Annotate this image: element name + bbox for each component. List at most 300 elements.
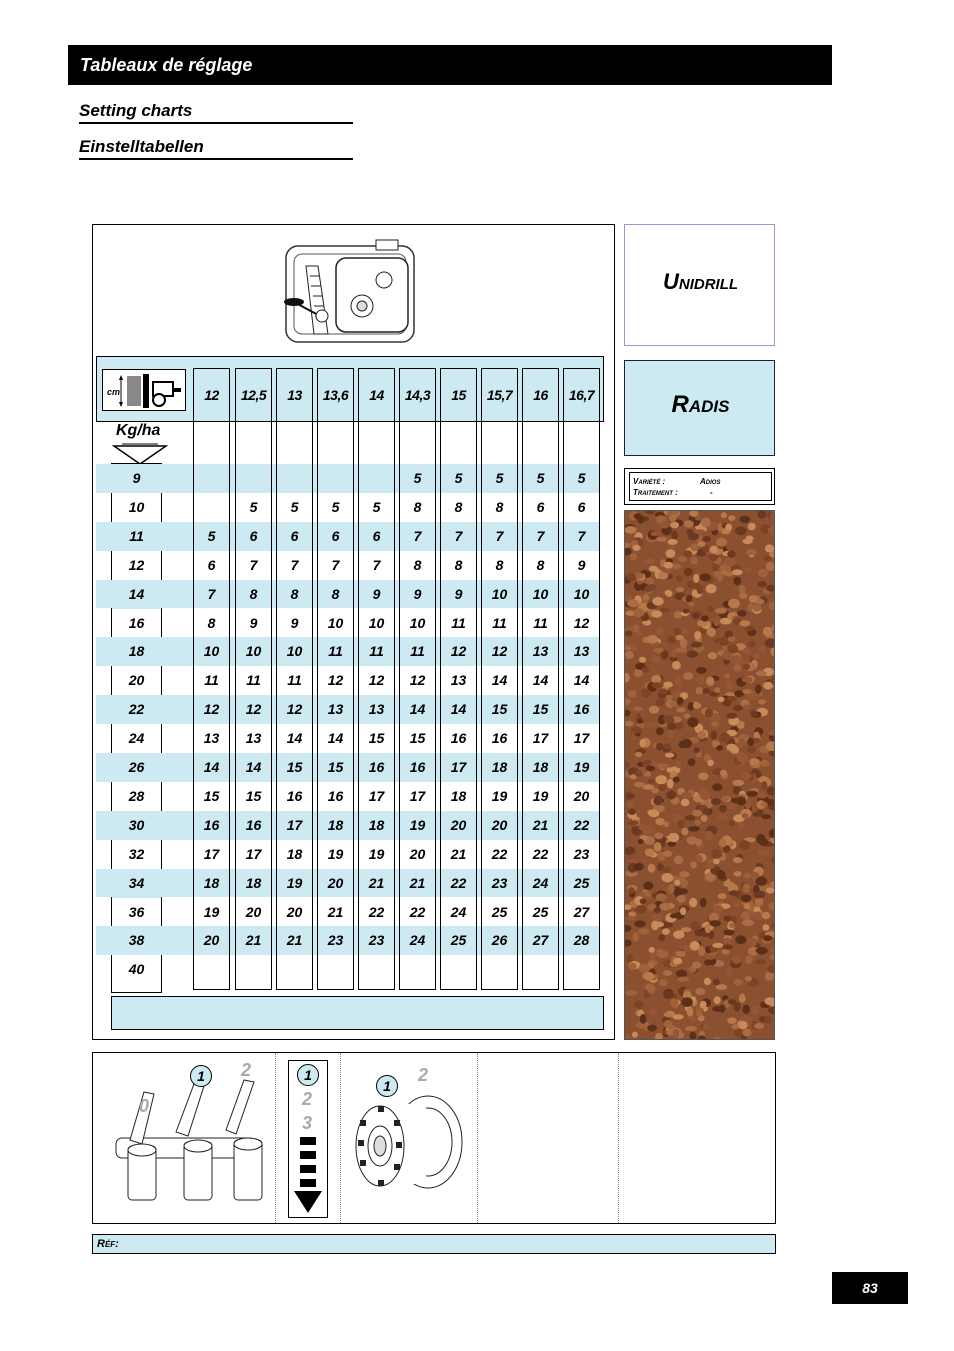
table-cell bbox=[193, 955, 230, 984]
table-cell: 16 bbox=[491, 730, 508, 747]
table-cell: 20 bbox=[409, 845, 426, 862]
seed bbox=[625, 925, 632, 932]
seed bbox=[718, 697, 725, 702]
rate-label: 18 bbox=[112, 637, 161, 666]
seed bbox=[758, 581, 767, 587]
seed bbox=[742, 919, 754, 926]
seed bbox=[691, 642, 702, 648]
seed bbox=[647, 809, 658, 815]
rate-label: 12 bbox=[128, 556, 145, 573]
seed bbox=[647, 635, 658, 644]
table-cell: 12 bbox=[450, 643, 467, 660]
crop-box bbox=[624, 360, 775, 456]
table-cell: 22 bbox=[450, 874, 467, 891]
seed bbox=[688, 602, 695, 607]
seed bbox=[625, 698, 631, 705]
seed bbox=[742, 772, 751, 779]
scale-number-1: 1 bbox=[297, 1064, 319, 1086]
machine-box bbox=[624, 224, 775, 346]
seed bbox=[692, 962, 701, 969]
table-cell: 11 bbox=[451, 614, 466, 631]
seed bbox=[634, 513, 642, 519]
table-cell: 11 bbox=[204, 672, 219, 689]
seed bbox=[651, 921, 658, 930]
seed bbox=[627, 801, 634, 809]
seed bbox=[729, 890, 740, 896]
seed bbox=[626, 573, 636, 581]
crop-name: Radis bbox=[671, 391, 730, 418]
table-cell bbox=[481, 955, 518, 984]
seed bbox=[676, 575, 682, 581]
seed bbox=[670, 650, 677, 658]
table-cell: 6 bbox=[290, 527, 299, 544]
seed bbox=[752, 769, 759, 774]
table-cell: 18 bbox=[491, 759, 508, 775]
variety-value: Adios bbox=[700, 477, 721, 486]
seed bbox=[651, 531, 659, 536]
table-cell: 25 bbox=[450, 932, 467, 949]
seed bbox=[652, 610, 663, 618]
seed bbox=[717, 870, 725, 879]
table-cell: 15 bbox=[203, 787, 220, 804]
seed bbox=[747, 738, 754, 746]
seed bbox=[747, 937, 757, 947]
table-cell: 18 bbox=[532, 759, 549, 775]
rate-label: 40 bbox=[128, 961, 145, 978]
seed bbox=[625, 673, 630, 682]
rate-label: 14 bbox=[112, 580, 161, 609]
table-cell: 16 bbox=[245, 816, 262, 833]
seed bbox=[725, 680, 733, 690]
seed bbox=[714, 996, 721, 1004]
table-cell: 16 bbox=[203, 816, 220, 833]
seed bbox=[667, 636, 676, 644]
seed bbox=[625, 990, 637, 996]
seed bbox=[769, 601, 775, 610]
seed bbox=[738, 738, 745, 747]
table-cell: 10 bbox=[532, 585, 549, 602]
table-cell bbox=[317, 955, 354, 984]
seed bbox=[640, 1014, 647, 1024]
metering-unit-illustration bbox=[280, 236, 430, 350]
seed bbox=[656, 728, 664, 736]
column-header-label: 14 bbox=[369, 387, 384, 403]
seed bbox=[687, 651, 698, 658]
table-cell: 8 bbox=[413, 556, 422, 573]
table-cell: 19 bbox=[203, 903, 220, 920]
seed bbox=[733, 664, 741, 672]
variety-box bbox=[629, 472, 772, 501]
seed bbox=[685, 1026, 697, 1031]
machine-name: Unidrill bbox=[662, 269, 739, 294]
seed bbox=[638, 824, 649, 831]
seed bbox=[640, 739, 646, 748]
seed bbox=[737, 721, 745, 729]
seed bbox=[628, 809, 636, 815]
seed bbox=[652, 682, 663, 688]
column-header-label: 14,3 bbox=[404, 387, 431, 403]
column-header bbox=[563, 368, 600, 422]
seed bbox=[693, 574, 699, 583]
column-header bbox=[276, 368, 313, 422]
seed bbox=[687, 717, 698, 727]
table-cell: 11 bbox=[328, 643, 343, 660]
seed bbox=[748, 641, 756, 647]
seed bbox=[649, 1008, 658, 1015]
seed bbox=[770, 923, 775, 929]
seed bbox=[660, 608, 670, 613]
cm-unit-label: cm bbox=[107, 387, 121, 397]
table-cell bbox=[235, 955, 272, 984]
table-cell: 21 bbox=[450, 845, 467, 862]
seed bbox=[708, 652, 718, 659]
seed bbox=[664, 562, 673, 569]
seed bbox=[715, 608, 727, 614]
table-cell: 12 bbox=[203, 701, 220, 718]
seed bbox=[763, 924, 770, 931]
seed bbox=[726, 967, 732, 976]
seed bbox=[649, 952, 657, 961]
seed bbox=[637, 719, 643, 724]
seed bbox=[752, 652, 760, 660]
seed bbox=[704, 978, 711, 985]
table-cell: 23 bbox=[368, 932, 385, 949]
table-cell: 11 bbox=[369, 643, 384, 660]
seed bbox=[745, 976, 752, 981]
table-cell: 18 bbox=[327, 816, 344, 833]
table-cell bbox=[317, 464, 354, 493]
seed bbox=[676, 647, 688, 653]
table-cell: 25 bbox=[573, 874, 590, 891]
seed bbox=[734, 690, 744, 697]
table-cell: 13 bbox=[532, 643, 549, 660]
table-cell: 16 bbox=[450, 730, 467, 747]
seed bbox=[711, 721, 719, 727]
seed bbox=[683, 609, 690, 614]
table-cell: 23 bbox=[573, 845, 590, 862]
seed bbox=[768, 902, 775, 910]
seed bbox=[721, 796, 730, 801]
seed bbox=[625, 721, 634, 727]
seed bbox=[703, 808, 711, 814]
table-cell: 9 bbox=[454, 585, 463, 602]
table-cell: 10 bbox=[573, 585, 590, 602]
seed bbox=[732, 569, 743, 575]
seed bbox=[716, 538, 727, 547]
table-cell: 8 bbox=[207, 614, 216, 631]
seed bbox=[734, 979, 744, 986]
table-cell: 15 bbox=[491, 701, 508, 718]
seed bbox=[648, 864, 656, 873]
seed bbox=[743, 705, 752, 710]
seed bbox=[702, 536, 711, 542]
table-cell: 19 bbox=[286, 874, 303, 891]
column-header-label: 15 bbox=[451, 387, 466, 403]
seed bbox=[658, 784, 666, 791]
gear-number-1: 1 bbox=[376, 1075, 398, 1097]
rate-label: 26 bbox=[112, 753, 161, 782]
seed bbox=[648, 779, 655, 784]
seed bbox=[683, 550, 693, 557]
table-cell: 10 bbox=[409, 614, 426, 631]
seed bbox=[667, 779, 674, 789]
treatment-label: Traitement : bbox=[633, 488, 678, 497]
table-cell: 8 bbox=[495, 498, 504, 515]
table-cell: 13 bbox=[450, 672, 467, 689]
seed-spacing-icon bbox=[103, 370, 185, 410]
table-cell: 13 bbox=[327, 701, 344, 718]
table-cell bbox=[193, 493, 230, 522]
seed bbox=[739, 620, 750, 626]
table-cell: 12 bbox=[245, 701, 262, 718]
table-cell: 15 bbox=[409, 730, 426, 747]
table-cell: 5 bbox=[207, 527, 216, 544]
seed bbox=[754, 1023, 764, 1029]
table-cell: 7 bbox=[290, 556, 299, 573]
seed bbox=[678, 977, 690, 982]
seed bbox=[628, 912, 636, 917]
table-cell bbox=[358, 464, 395, 493]
seed bbox=[660, 522, 670, 529]
seed bbox=[625, 526, 637, 534]
seed bbox=[691, 557, 698, 564]
seed bbox=[645, 558, 655, 565]
table-cell: 12 bbox=[327, 672, 344, 689]
seed bbox=[652, 597, 663, 606]
seed bbox=[752, 812, 761, 817]
table-cell: 8 bbox=[495, 556, 504, 573]
seed bbox=[697, 855, 703, 863]
table-cell: 5 bbox=[331, 498, 340, 515]
gear-divider-2 bbox=[340, 1053, 342, 1223]
seed bbox=[714, 687, 720, 693]
seed bbox=[763, 556, 771, 561]
seed bbox=[658, 763, 669, 769]
column-header bbox=[440, 368, 477, 422]
table-cell: 27 bbox=[573, 903, 590, 920]
seed bbox=[719, 805, 727, 813]
seed bbox=[741, 895, 752, 903]
table-cell: 24 bbox=[450, 903, 467, 920]
seed bbox=[771, 946, 776, 954]
table-cell: 11 bbox=[492, 614, 507, 631]
seed bbox=[693, 703, 701, 709]
table-cell: 17 bbox=[409, 787, 426, 804]
table-cell: 15 bbox=[245, 787, 262, 804]
seed bbox=[731, 798, 739, 803]
scale-box bbox=[288, 1060, 328, 1218]
lever-position-1: 1 bbox=[190, 1065, 212, 1087]
seed bbox=[757, 511, 766, 519]
seed bbox=[732, 780, 744, 786]
seed bbox=[670, 522, 679, 528]
seed bbox=[728, 515, 735, 521]
rate-label: 16 bbox=[128, 614, 145, 631]
table-cell: 11 bbox=[246, 672, 261, 689]
table-cell: 8 bbox=[536, 556, 545, 573]
column-header bbox=[481, 368, 518, 422]
table-cell: 11 bbox=[410, 643, 425, 660]
seed bbox=[752, 1006, 759, 1015]
seed bbox=[674, 611, 682, 619]
table-cell: 7 bbox=[331, 556, 340, 573]
seed bbox=[744, 873, 752, 879]
seed bbox=[706, 859, 713, 869]
seed bbox=[753, 891, 765, 899]
seed bbox=[659, 689, 668, 695]
table-cell: 25 bbox=[491, 903, 508, 920]
gear-divider-1 bbox=[275, 1053, 277, 1223]
seed bbox=[733, 857, 742, 863]
seed bbox=[705, 923, 711, 933]
seed bbox=[705, 708, 713, 717]
treatment-value: - bbox=[710, 488, 713, 497]
table-cell: 21 bbox=[532, 816, 549, 833]
table-cell: 10 bbox=[286, 643, 303, 660]
seed bbox=[755, 684, 762, 693]
scale-bar-3 bbox=[300, 1165, 316, 1173]
seed bbox=[723, 916, 730, 922]
seed bbox=[746, 549, 757, 555]
table-cell: 5 bbox=[290, 498, 299, 515]
table-cell: 24 bbox=[532, 874, 549, 891]
seed bbox=[713, 853, 723, 858]
table-cell: 17 bbox=[368, 787, 385, 804]
table-cell: 17 bbox=[245, 845, 262, 862]
table-cell: 5 bbox=[454, 470, 463, 486]
table-cell: 19 bbox=[327, 845, 344, 862]
table-cell: 5 bbox=[495, 470, 504, 486]
seed bbox=[632, 932, 639, 941]
seed bbox=[633, 608, 644, 617]
seed bbox=[700, 791, 710, 801]
seed bbox=[765, 544, 774, 552]
seed bbox=[638, 928, 649, 934]
table-cell bbox=[235, 464, 272, 493]
table-cell: 28 bbox=[573, 932, 590, 949]
seed bbox=[696, 1008, 702, 1017]
seed bbox=[632, 1032, 638, 1038]
seed bbox=[664, 743, 671, 749]
table-cell: 14 bbox=[450, 701, 467, 718]
seed bbox=[681, 739, 692, 748]
seed bbox=[749, 595, 758, 602]
seed bbox=[627, 599, 639, 607]
seed bbox=[761, 781, 767, 790]
gear-divider-4 bbox=[618, 1053, 620, 1223]
table-cell: 14 bbox=[409, 701, 426, 718]
seed bbox=[721, 512, 727, 518]
seed bbox=[752, 605, 761, 612]
table-cell: 17 bbox=[573, 730, 590, 747]
seed bbox=[712, 1037, 721, 1040]
seed bbox=[743, 663, 750, 669]
table-cell: 15 bbox=[368, 730, 385, 747]
seed bbox=[686, 836, 697, 844]
seed bbox=[698, 773, 708, 781]
column-header-label: 13,6 bbox=[322, 387, 349, 403]
seed bbox=[697, 731, 706, 739]
seed bbox=[639, 657, 646, 663]
seed bbox=[675, 635, 684, 641]
table-cell: 19 bbox=[368, 845, 385, 862]
lever-illustration bbox=[110, 1070, 270, 1220]
table-cell: 20 bbox=[327, 874, 344, 891]
table-cell: 11 bbox=[533, 614, 548, 631]
seed bbox=[738, 1021, 747, 1029]
table-cell: 20 bbox=[450, 816, 467, 833]
table-cell: 6 bbox=[249, 527, 258, 544]
seed bbox=[690, 941, 700, 951]
scale-bar-4 bbox=[300, 1179, 316, 1187]
column-header-label: 13 bbox=[287, 387, 302, 403]
seed bbox=[654, 833, 663, 840]
table-cell: 17 bbox=[286, 816, 303, 833]
seed bbox=[683, 713, 690, 718]
seed bbox=[668, 539, 678, 545]
table-cell: 8 bbox=[249, 585, 258, 602]
seed bbox=[666, 791, 676, 800]
table-cell: 24 bbox=[409, 932, 426, 949]
seed bbox=[709, 920, 721, 927]
seed bbox=[668, 884, 675, 894]
table-cell bbox=[522, 955, 559, 984]
chart-footer-band bbox=[111, 996, 604, 1030]
seed bbox=[631, 727, 643, 734]
table-cell: 8 bbox=[454, 498, 463, 515]
seed bbox=[735, 935, 746, 944]
seed bbox=[654, 796, 663, 806]
seed bbox=[761, 802, 768, 807]
table-cell: 6 bbox=[372, 527, 381, 544]
seed bbox=[727, 550, 735, 557]
seed bbox=[662, 867, 672, 873]
table-cell: 15 bbox=[532, 701, 549, 718]
table-cell: 20 bbox=[286, 903, 303, 920]
seed bbox=[655, 818, 664, 825]
rate-label: 24 bbox=[128, 730, 145, 747]
seed bbox=[625, 651, 634, 659]
table-cell: 17 bbox=[203, 845, 220, 862]
table-cell: 14 bbox=[286, 730, 303, 747]
table-cell: 7 bbox=[536, 527, 545, 544]
seed bbox=[767, 786, 775, 795]
rate-label: 28 bbox=[128, 787, 145, 804]
seed bbox=[762, 912, 770, 920]
seed bbox=[659, 903, 670, 911]
seed bbox=[684, 520, 694, 528]
seed bbox=[758, 569, 768, 577]
seed bbox=[733, 902, 740, 908]
table-cell: 22 bbox=[491, 845, 508, 862]
seed bbox=[674, 880, 680, 886]
table-cell: 20 bbox=[245, 903, 262, 920]
table-cell: 20 bbox=[573, 787, 590, 804]
seed bbox=[739, 840, 750, 850]
table-cell: 5 bbox=[249, 498, 258, 515]
table-cell: 18 bbox=[203, 874, 220, 891]
rate-label: 20 bbox=[128, 672, 145, 689]
seed bbox=[665, 753, 674, 758]
seed bbox=[636, 631, 642, 636]
table-cell: 27 bbox=[532, 932, 549, 949]
seed bbox=[710, 546, 718, 553]
table-cell: 19 bbox=[491, 787, 508, 804]
table-cell: 7 bbox=[454, 527, 463, 544]
seed bbox=[686, 595, 692, 602]
column-header bbox=[399, 368, 436, 422]
seed bbox=[746, 535, 754, 541]
